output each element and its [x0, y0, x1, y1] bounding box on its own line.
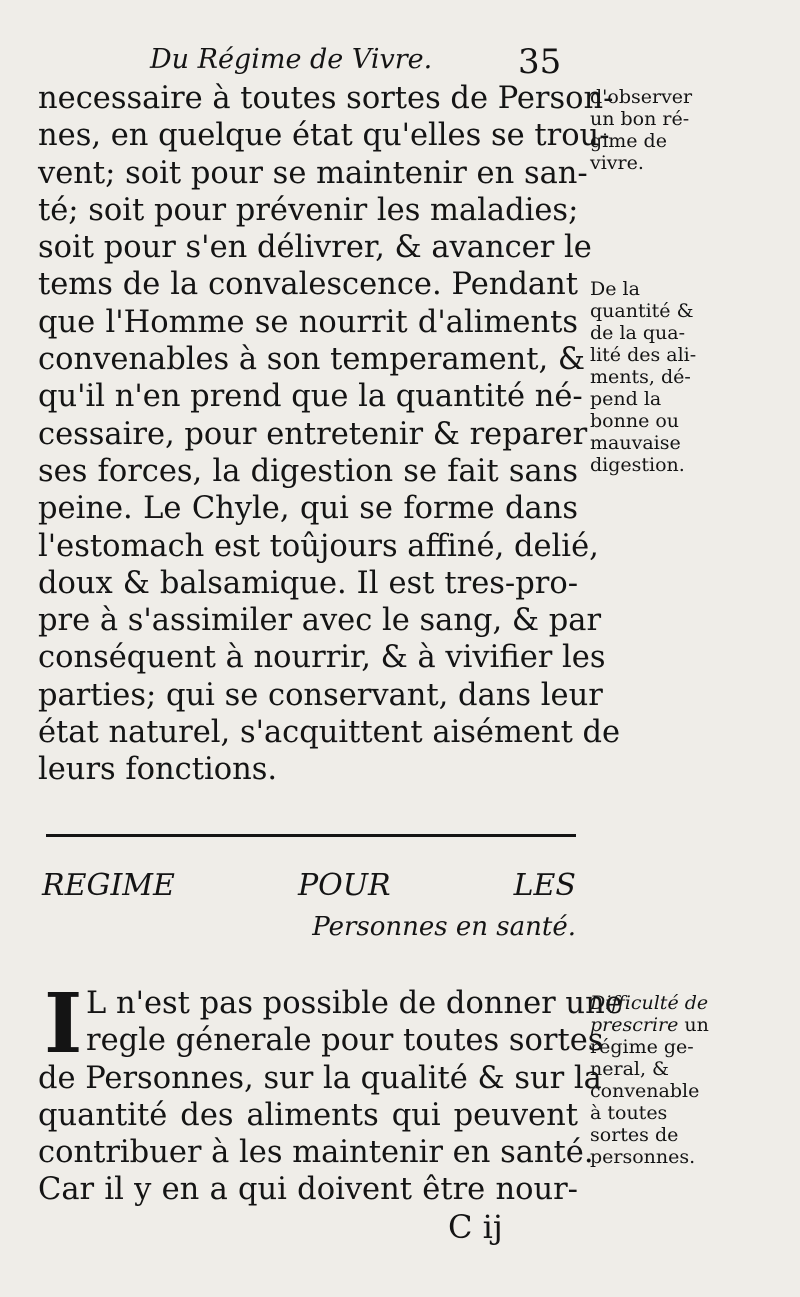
text-line: leurs fonctions.	[38, 752, 278, 788]
text-line: regle génerale pour toutes sortes	[86, 1023, 604, 1059]
text-line: quantité des aliments qui peuvent	[38, 1097, 578, 1133]
heading-word: POUR	[297, 868, 391, 903]
paragraph-2	[38, 976, 623, 1209]
section-subheading: Personnes en santé.	[312, 912, 576, 942]
text-line: doux & balsamique. Il est tres-pro-	[38, 565, 578, 601]
text-line: parties; qui se conservant, dans leur	[38, 677, 603, 713]
margin-note-line: mauvaise	[590, 432, 681, 454]
margin-note-line: régime ge-	[590, 1036, 694, 1058]
margin-note-2	[590, 278, 726, 476]
margin-note-line: à toutes	[590, 1102, 668, 1124]
margin-note-line: d'observer	[590, 86, 693, 108]
margin-note-line: convenable	[590, 1080, 700, 1102]
running-header-title: Du Régime de Vivre.	[150, 44, 433, 75]
margin-note-line: prescrire	[590, 1014, 679, 1036]
text-line: tems de la convalescence. Pendant	[38, 267, 578, 303]
drop-cap: I	[44, 976, 83, 1072]
margin-note-line: quantité &	[590, 300, 694, 322]
text-line: peine. Le Chyle, qui se forme dans	[38, 491, 578, 527]
text-line: conséquent à nourrir, & à vivifier les	[38, 640, 606, 676]
text-line: té; soit pour prévenir les maladies;	[38, 192, 579, 228]
margin-note-3	[590, 992, 726, 1168]
text-line: necessaire à toutes sortes de Person-	[38, 81, 614, 116]
margin-note-line: De la	[590, 278, 640, 300]
margin-note-line: neral, &	[590, 1058, 669, 1080]
margin-note-line: sortes de	[590, 1124, 679, 1146]
margin-note-line: de la qua-	[590, 322, 686, 344]
margin-note-1	[590, 86, 726, 174]
section-heading	[42, 868, 576, 903]
page-number: 35	[518, 42, 562, 82]
heading-word: REGIME	[42, 868, 175, 903]
margin-note-line: lité des ali-	[590, 344, 697, 366]
margin-note-line: un	[684, 1014, 709, 1036]
margin-note-line: personnes.	[590, 1146, 696, 1168]
margin-note-line: digestion.	[590, 454, 685, 476]
margin-note-line: vivre.	[590, 152, 644, 174]
text-line: qu'il n'en prend que la quantité né-	[38, 379, 583, 415]
text-line: que l'Homme se nourrit d'aliments	[38, 304, 578, 340]
text-line: l'estomach est toûjours affiné, delié,	[38, 528, 599, 564]
text-line: soit pour s'en délivrer, & avancer le	[38, 230, 592, 266]
section-divider	[46, 834, 576, 837]
text-line: cessaire, pour entretenir & reparer	[38, 416, 588, 452]
margin-note-line: gime de	[590, 130, 667, 152]
text-line: vent; soit pour se maintenir en san-	[38, 155, 588, 191]
text-line: pre à s'assimiler avec le sang, & par	[38, 603, 602, 639]
text-line: Car il y en a qui doivent être nour-	[38, 1172, 578, 1208]
text-line: de Personnes, sur la qualité & sur la	[38, 1060, 602, 1096]
text-line: L n'est pas possible de donner une	[86, 986, 623, 1021]
margin-note-line: bonne ou	[590, 410, 680, 432]
text-line: convenables à son temperament, &	[38, 342, 586, 378]
margin-note-line: Difficulté de	[590, 992, 709, 1014]
text-line: contribuer à les maintenir en santé.	[38, 1135, 594, 1171]
margin-note-line: pend la	[590, 388, 662, 410]
signature-mark: C ij	[448, 1208, 503, 1246]
margin-note-line: un bon ré-	[590, 108, 690, 130]
text-line: nes, en quelque état qu'elles se trou-	[38, 118, 610, 154]
text-line: état naturel, s'acquittent aisément de	[38, 715, 621, 751]
text-line: ses forces, la digestion se fait sans	[38, 453, 578, 489]
heading-word: LES	[513, 868, 576, 903]
margin-note-line: ments, dé-	[590, 366, 691, 388]
